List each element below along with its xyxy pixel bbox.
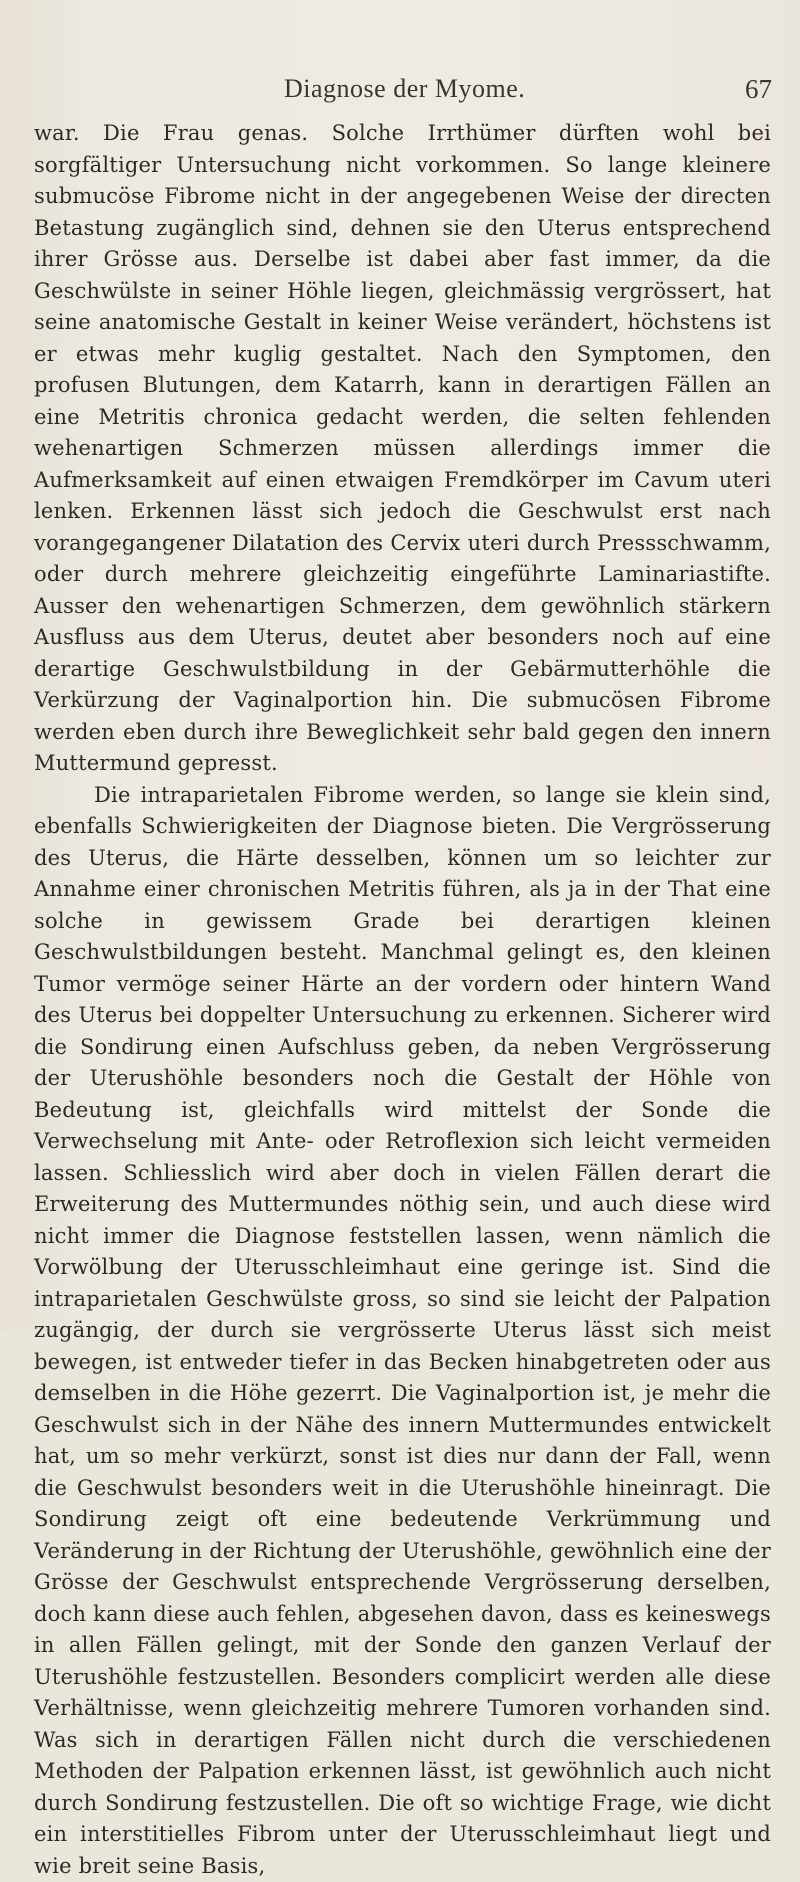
paragraph-1: war. Die Frau genas. Solche Irrthümer dürften wohl bei sorgfältiger Untersuchung nicht vorkommen. So lange kleinere submucöse Fibrome nicht in der angegebenen Weise der directen Betastung zugänglich sind, dehnen sie den Uterus entsprechend ihrer Grösse aus. Derselbe ist dabei aber fast immer, da die Geschwülste in seiner Höhle liegen, gleichmässig vergrössert, hat seine anatomische Gestalt in keiner Weise verändert, höchstens ist er etwas mehr kuglig gestaltet. Nach den Symptomen, den profusen Blutungen, dem Katarrh, kann in derartigen Fällen an eine Metritis chronica gedacht werden, die selten fehlenden wehenartigen Schmerzen müssen allerdings immer die Aufmerksamkeit auf einen etwaigen Fremdkörper im Cavum uteri lenken. Erkennen lässt sich jedoch die Geschwulst erst nach vorangegangener Dilatation des Cervix uteri durch Pressschwamm, oder durch mehrere gleichzeitig eingeführte Laminariastifte. Ausser den wehenartigen Schmerzen, dem gewöhnlich stärkern Ausfluss aus dem Uterus, deutet aber besonders noch auf eine derartige Geschwulstbildung in der Gebärmutterhöhle die Verkürzung der Vaginalportion hin. Die submucösen Fibrome werden eben durch ihre Beweglichkeit sehr bald gegen den innern Muttermund gepresst. — [34, 118, 771, 780]
paragraph-2: Die intraparietalen Fibrome werden, so lange sie klein sind, ebenfalls Schwierigkeiten der Diagnose bieten. Die Vergrösserung des Uterus, die Härte desselben, können um so leichter zur Annahme einer chronischen Metritis führen, als ja in der That eine solche in gewissem Grade bei derartigen kleinen Geschwulstbildungen besteht. Manchmal gelingt es, den kleinen Tumor vermöge seiner Härte an der vordern oder hintern Wand des Uterus bei doppelter Untersuchung zu erkennen. Sicherer wird die Sondirung einen Aufschluss geben, da neben Vergrösserung der Uterushöhle besonders noch die Gestalt der Höhle von Bedeutung ist, gleichfalls wird mittelst der Sonde die Verwechselung mit Ante- oder Retroflexion sich leicht vermeiden lassen. Schliesslich wird aber doch in vielen Fällen derart die Erweiterung des Muttermundes nöthig sein, und auch diese wird nicht immer die Diagnose feststellen lassen, wenn nämlich die Vorwölbung der Uterusschleimhaut eine geringe ist. Sind die intraparietalen Geschwülste gross, so sind sie leicht der Palpation zugängig, der durch sie vergrösserte Uterus lässt sich meist bewegen, ist entweder tiefer in das Becken hinabgetreten oder aus demselben in die Höhe gezerrt. Die Vaginalportion ist, je mehr die Geschwulst sich in der Nähe des innern Muttermundes entwickelt hat, um so mehr verkürzt, sonst ist dies nur dann der Fall, wenn die Geschwulst besonders weit in die Uterushöhle hineinragt. Die Sondirung zeigt oft eine bedeutende Verkrümmung und Veränderung in der Richtung der Uterushöhle, gewöhnlich eine der Grösse der Geschwulst entsprechende Vergrösserung derselben, doch kann diese auch fehlen, abgesehen davon, dass es keineswegs in allen Fällen gelingt, mit der Sonde den ganzen Verlauf der Uterushöhle festzustellen. Besonders complicirt werden alle diese Verhältnisse, wenn gleichzeitig mehrere Tumoren vorhanden sind. Was sich in derartigen Fällen nicht durch die verschiedenen Methoden der Palpation erkennen lässt, ist gewöhnlich auch nicht durch Sondirung festzustellen. Die oft so wichtige Frage, wie dicht ein interstitielles Fibrom unter der Uterusschleimhaut liegt und wie breit seine Basis, — [34, 780, 771, 1882]
page-header — [284, 74, 772, 108]
page-number: 67 — [745, 74, 772, 105]
running-title: Diagnose der Myome. — [284, 74, 525, 104]
body-text — [34, 118, 771, 1882]
